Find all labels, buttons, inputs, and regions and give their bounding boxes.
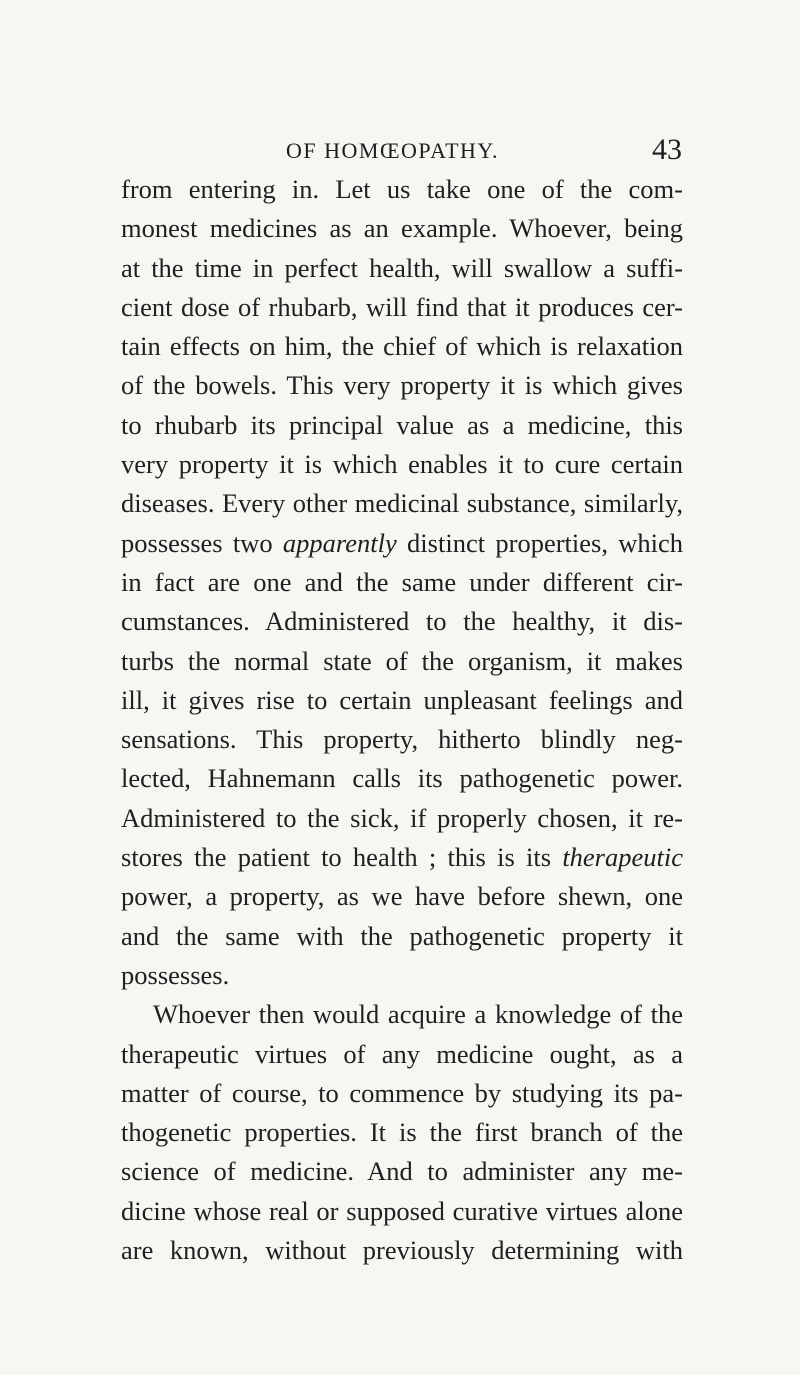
text-line: cumstances. Administered to the healthy, it dis- bbox=[121, 606, 683, 637]
text-line: possesses. bbox=[121, 959, 230, 990]
text-line: monest medicines as an example. Whoever, being bbox=[121, 213, 683, 244]
text-run: possesses two bbox=[121, 527, 283, 558]
text-line: and the same with the pathogenetic property it bbox=[121, 920, 683, 951]
text-line: ill, it gives rise to certain unpleasant feelings and bbox=[121, 684, 683, 715]
running-head bbox=[0, 133, 800, 172]
text-line: dicine whose real or supposed curative virtues alone bbox=[121, 1195, 683, 1226]
text-line: turbs the normal state of the organism, it makes bbox=[121, 645, 683, 676]
text-run: stores the patient to health ; this is its bbox=[121, 842, 563, 873]
text-line: to rhubarb its principal value as a medicine, this bbox=[121, 409, 683, 440]
text-line: sensations. This property, hitherto blindly neg- bbox=[121, 724, 683, 755]
text-line: at the time in perfect health, will swallow a suffi- bbox=[121, 252, 683, 283]
text-line: very property it is which enables it to cure certain bbox=[121, 449, 683, 480]
text-line: power, a property, as we have before shewn, one bbox=[121, 881, 683, 912]
text-line: thogenetic properties. It is the first branch of the bbox=[121, 1117, 683, 1148]
text-line: from entering in. Let us take one of the com- bbox=[121, 174, 683, 204]
italic-text: therapeutic bbox=[562, 842, 683, 873]
text-line bbox=[121, 524, 683, 563]
text-line: therapeutic virtues of any medicine ought, as a bbox=[121, 1038, 683, 1069]
text-line bbox=[121, 838, 683, 877]
text-line: tain effects on him, the chief of which is relaxation bbox=[121, 331, 683, 362]
text-line: matter of course, to commence by studying its pa- bbox=[121, 1077, 683, 1108]
italic-text: apparently bbox=[282, 527, 397, 558]
text-line: Whoever then would acquire a knowledge of the bbox=[153, 999, 683, 1030]
text-run: distinct properties, which bbox=[396, 527, 684, 558]
text-line: lected, Hahnemann calls its pathogenetic power. bbox=[121, 763, 683, 794]
text-line: in fact are one and the same under different cir- bbox=[121, 566, 683, 597]
text-line: cient dose of rhubarb, will find that it produces cer- bbox=[121, 291, 683, 322]
text-line: Administered to the sick, if properly chosen, it re- bbox=[121, 802, 683, 833]
text-line: science of medicine. And to administer any me- bbox=[121, 1156, 683, 1187]
text-line: diseases. Every other medicinal substance, similarly, bbox=[121, 488, 683, 519]
body-text bbox=[121, 170, 683, 1270]
page-number: 43 bbox=[652, 133, 682, 166]
running-title: OF HOMŒOPATHY. bbox=[286, 138, 499, 163]
text-line: are known, without previously determining with bbox=[121, 1235, 683, 1266]
text-line: of the bowels. This very property it is which gives bbox=[121, 370, 683, 401]
